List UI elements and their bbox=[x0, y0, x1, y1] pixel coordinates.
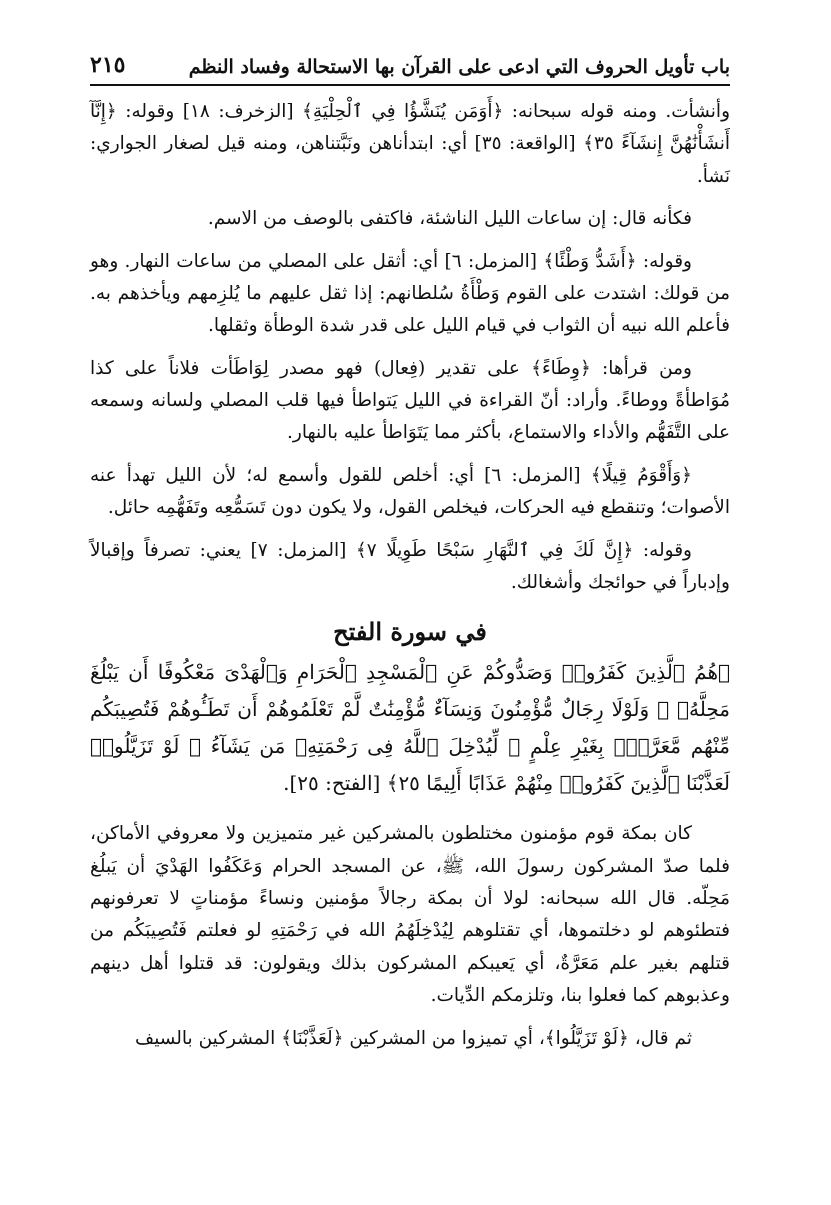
paragraph-2: فكأنه قال: إن ساعات الليل الناشئة، فاكتفى بالوصف من الاسم. bbox=[207, 208, 692, 230]
book-page bbox=[90, 52, 730, 1055]
paragraph-1: وأنشأت. ومنه قوله سبحانه: ﴿أَوَمَن يُنَشَّؤُا فِي ٱلْحِلْيَةِ﴾ [الزخرف: ١٨] وقوله: ﴿إِنَّآ أَنشَأْنَٰهُنَّ إِنشَآءً ٣٥﴾ [الواقعة: ٣٥] أي: ابتدأناهن ونَبَّتناهن، ومنه قيل لصغار الجواري: نَشأ. bbox=[90, 101, 730, 187]
paragraph-6: وقوله: ﴿إِنَّ لَكَ فِي ٱلنَّهَارِ سَبْحًا طَوِيلًا ٧﴾ [المزمل: ٧] يعني: تصرفاً وإقبالاً وإدباراً في حوائجك وأشغالك. bbox=[90, 539, 730, 593]
explanation-paragraph: كان بمكة قوم مؤمنون مختلطون بالمشركين غير متميزين ولا معروفي الأماكن، فلما صدّ المشركون رسولَ الله، ﷺ، عن المسجد الحرام وَعَكَفُوا الهَدْيَ أن يَبلُغ مَحِلّه. قال الله سبحانه: لولا أن بمكة رجالاً مؤمنين ونساءً مؤمناتٍ لا تعرفونهم فتطئوهم لو دخلتموها، أي تقتلوهم لِيُدْخِلَهُمُ الله في رَحْمَتِهِ لو فعلتم فَتُصِيبَكُم من قتلهم بغير علم مَعَرَّةٌ، أي يَعيبكم المشركون بذلك ويقولون: قد قتلوا أهل دينهم وعذبوهم كما فعلوا بنا، وتلزمكم الدِّيات. bbox=[90, 823, 730, 1007]
chapter-title: باب تأويل الحروف التي ادعى على القرآن بها الاستحالة وفساد النظم bbox=[188, 56, 730, 78]
paragraph-4: ومن قرأها: ﴿وِطَاءً﴾ على تقدير (فِعال) فهو مصدر لِوَاطَأت فلاناً على كذا مُوَاطأةً ووطاءً. وأراد: أنّ القراءة في الليل يَتواطأ فيها قلب المصلي ولسانه وسمعه على التَّفَهُّم والأداء والاستماع، بأكثر مما يَتَوَاطأ عليه بالنهار. bbox=[90, 357, 730, 444]
section-heading: في سورة الفتح bbox=[333, 617, 487, 647]
paragraph-5: ﴿وَأَقْوَمُ قِيلًا﴾ [المزمل: ٦] أي: أخلص للقول وأسمع له؛ لأن الليل تهدأ عنه الأصوات؛ وتنقطع فيه الحركات، فيخلص القول، ولا يكون دون تَسَمُّعِه وتَفَهُّمِه حائل. bbox=[90, 464, 730, 519]
page-number: ٢١٥ bbox=[90, 52, 126, 78]
paragraph-3: وقوله: ﴿أَشَدُّ وَطْئًا﴾ [المزمل: ٦] أي: أثقل على المصلي من ساعات النهار. وهو من قولك: اشتدت على القوم وَطْأَةُ سُلطانهم: إذا ثقل عليهم ما يُلزِمهم ويأخذهم به. فأعلم الله نبيه أن الثواب في قيام الليل على قدر شدة الوطأة وثقلها. bbox=[90, 250, 730, 337]
running-header bbox=[90, 52, 730, 86]
quran-verse-block: ﴿هُمُ ٱلَّذِينَ كَفَرُوا۟ وَصَدُّوكُمْ عَنِ ٱلْمَسْجِدِ ٱلْحَرَامِ وَٱلْهَدْىَ مَعْكُوفًا أَن يَبْلُغَ مَحِلَّهُۥ ۚ وَلَوْلَا رِجَالٌ مُّؤْمِنُونَ وَنِسَآءٌ مُّؤْمِنَٰتٌ لَّمْ تَعْلَمُوهُمْ أَن تَطَـُٔوهُمْ فَتُصِيبَكُم مِّنْهُم مَّعَرَّةٌۢ بِغَيْرِ عِلْمٍ ۖ لِّيُدْخِلَ ٱللَّهُ فِى رَحْمَتِهِۦ مَن يَشَآءُ ۚ لَوْ تَزَيَّلُوا۟ لَعَذَّبْنَا ٱلَّذِينَ كَفَرُوا۟ مِنْهُمْ عَذَابًا أَلِيمًا ٢٥﴾ [الفتح: ٢٥]. bbox=[90, 660, 730, 796]
final-paragraph: ثم قال، ﴿لَوْ تَزَيَّلُوا﴾، أي تميزوا من المشركين ﴿لَعَذَّبْنَا﴾ المشركين بالسيف bbox=[135, 1027, 692, 1049]
